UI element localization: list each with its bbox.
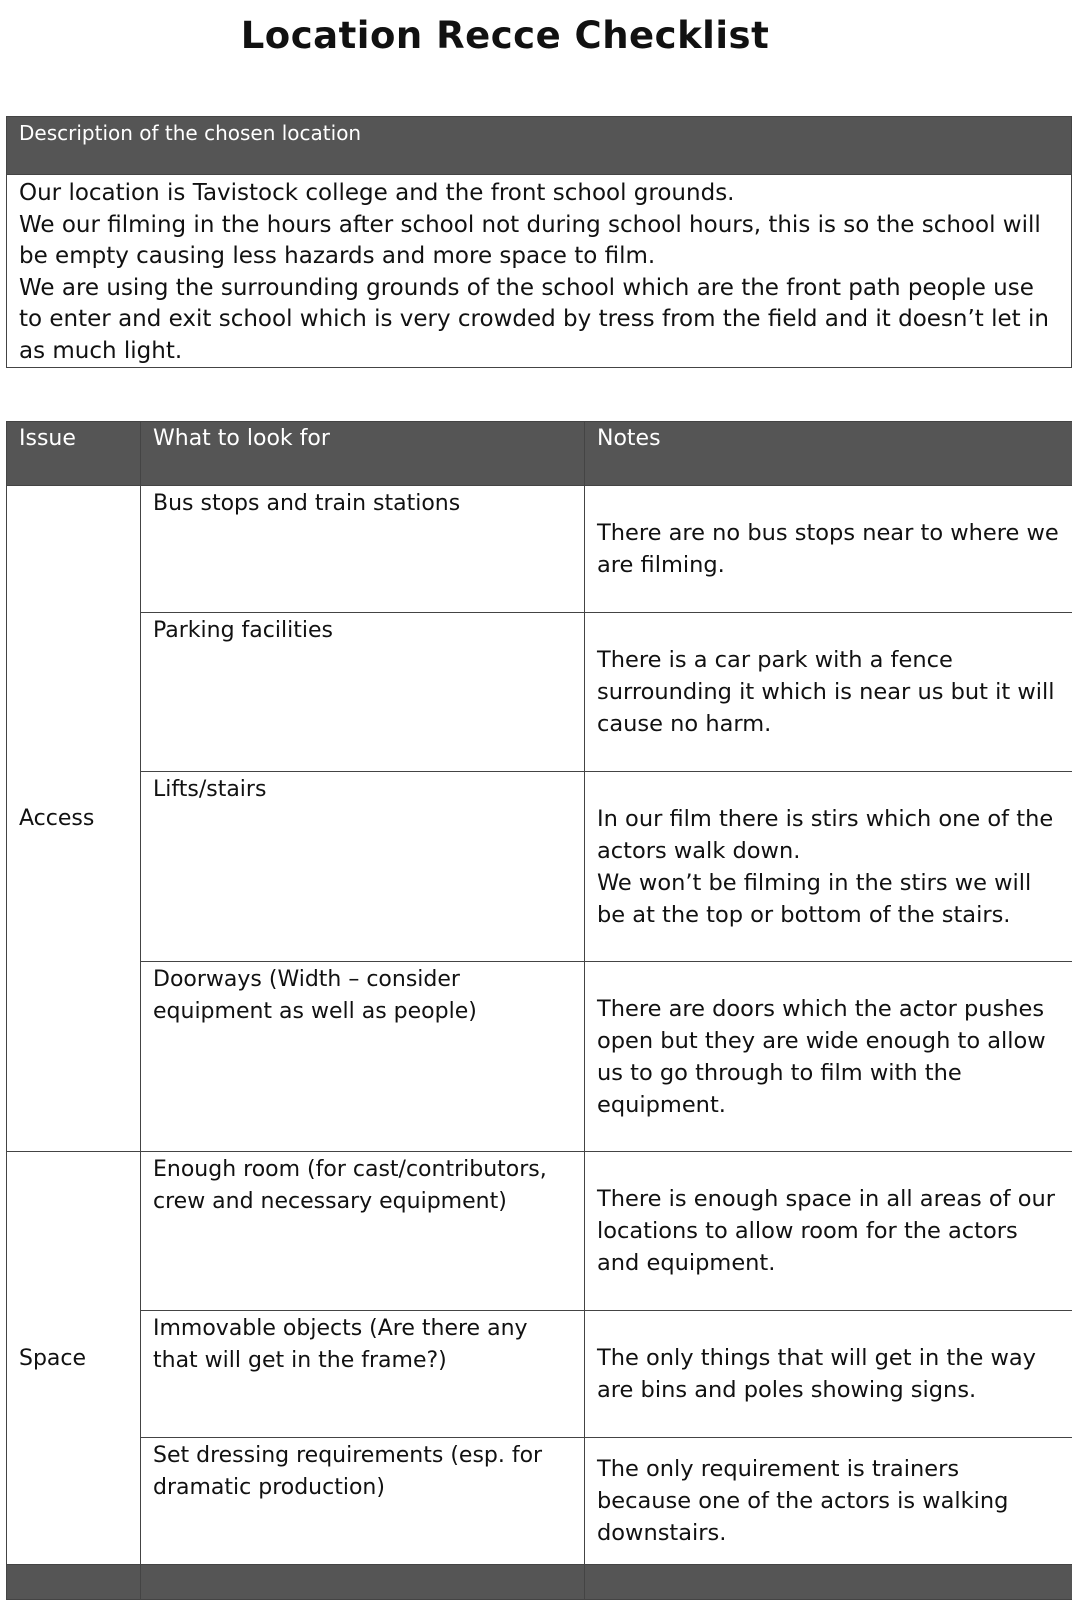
note-text: There is enough space in all areas of our locations to allow room for the actors and equipment. xyxy=(597,1186,1055,1276)
note-text: The only requirement is trainers because one of the actors is walking downstairs. xyxy=(597,1456,1009,1546)
description-paragraph: We our filming in the hours after school not during school hours, this is so the school will be empty causing less hazards and more space to film. xyxy=(19,211,1041,269)
note-text: There are no bus stops near to where we are filming. xyxy=(597,520,1059,578)
column-header-issue: Issue xyxy=(7,422,141,486)
look-for-cell: Set dressing requirements (esp. for dramatic production) xyxy=(141,1438,585,1565)
notes-cell xyxy=(585,613,1072,772)
table-row xyxy=(7,613,1072,772)
note-text: We won’t be filming in the stirs we will be at the top or bottom of the stairs. xyxy=(597,869,1032,928)
look-for-cell: Bus stops and train stations xyxy=(141,486,585,613)
look-for-cell: Parking facilities xyxy=(141,613,585,772)
note-text: In our film there is stirs which one of the actors walk down. xyxy=(597,805,1054,864)
table-row xyxy=(7,1152,1072,1311)
note-text: There is a car park with a fence surrounding it which is near us but it will cause no harm. xyxy=(597,647,1055,737)
description-body xyxy=(7,175,1072,368)
notes-cell xyxy=(585,772,1072,962)
notes-cell xyxy=(585,962,1072,1152)
footer-cell xyxy=(585,1565,1072,1600)
notes-cell xyxy=(585,1438,1072,1565)
description-paragraph: We are using the surrounding grounds of the school which are the front path people use to enter and exit school which is very crowded by tress from the field and it doesn’t let in as much light. xyxy=(19,274,1049,364)
look-for-cell: Doorways (Width – consider equipment as well as people) xyxy=(141,962,585,1152)
location-description-table xyxy=(6,116,1072,368)
table-row xyxy=(7,772,1072,962)
checklist-table xyxy=(6,421,1072,1600)
column-header-notes: Notes xyxy=(585,422,1072,486)
column-header-look-for: What to look for xyxy=(141,422,585,486)
look-for-cell: Lifts/stairs xyxy=(141,772,585,962)
issue-cell-access: Access xyxy=(7,486,141,1152)
note-text: There are doors which the actor pushes open but they are wide enough to allow us to go through to film with the equipment. xyxy=(597,995,1046,1118)
table-footer-row xyxy=(7,1565,1072,1600)
footer-cell xyxy=(141,1565,585,1600)
note-text: The only things that will get in the way are bins and poles showing signs. xyxy=(597,1345,1036,1403)
table-row xyxy=(7,486,1072,613)
look-for-cell: Enough room (for cast/contributors, crew and necessary equipment) xyxy=(141,1152,585,1311)
description-header: Description of the chosen location xyxy=(7,117,1072,175)
table-row xyxy=(7,1311,1072,1438)
table-row xyxy=(7,962,1072,1152)
issue-cell-space: Space xyxy=(7,1152,141,1565)
page-title: Location Recce Checklist xyxy=(240,14,770,57)
notes-cell xyxy=(585,1152,1072,1311)
checklist-header-row xyxy=(7,422,1072,486)
description-paragraph: Our location is Tavistock college and the front school grounds. xyxy=(19,180,735,206)
look-for-cell: Immovable objects (Are there any that will get in the frame?) xyxy=(141,1311,585,1438)
notes-cell xyxy=(585,486,1072,613)
table-row xyxy=(7,1438,1072,1565)
footer-cell xyxy=(7,1565,141,1600)
notes-cell xyxy=(585,1311,1072,1438)
